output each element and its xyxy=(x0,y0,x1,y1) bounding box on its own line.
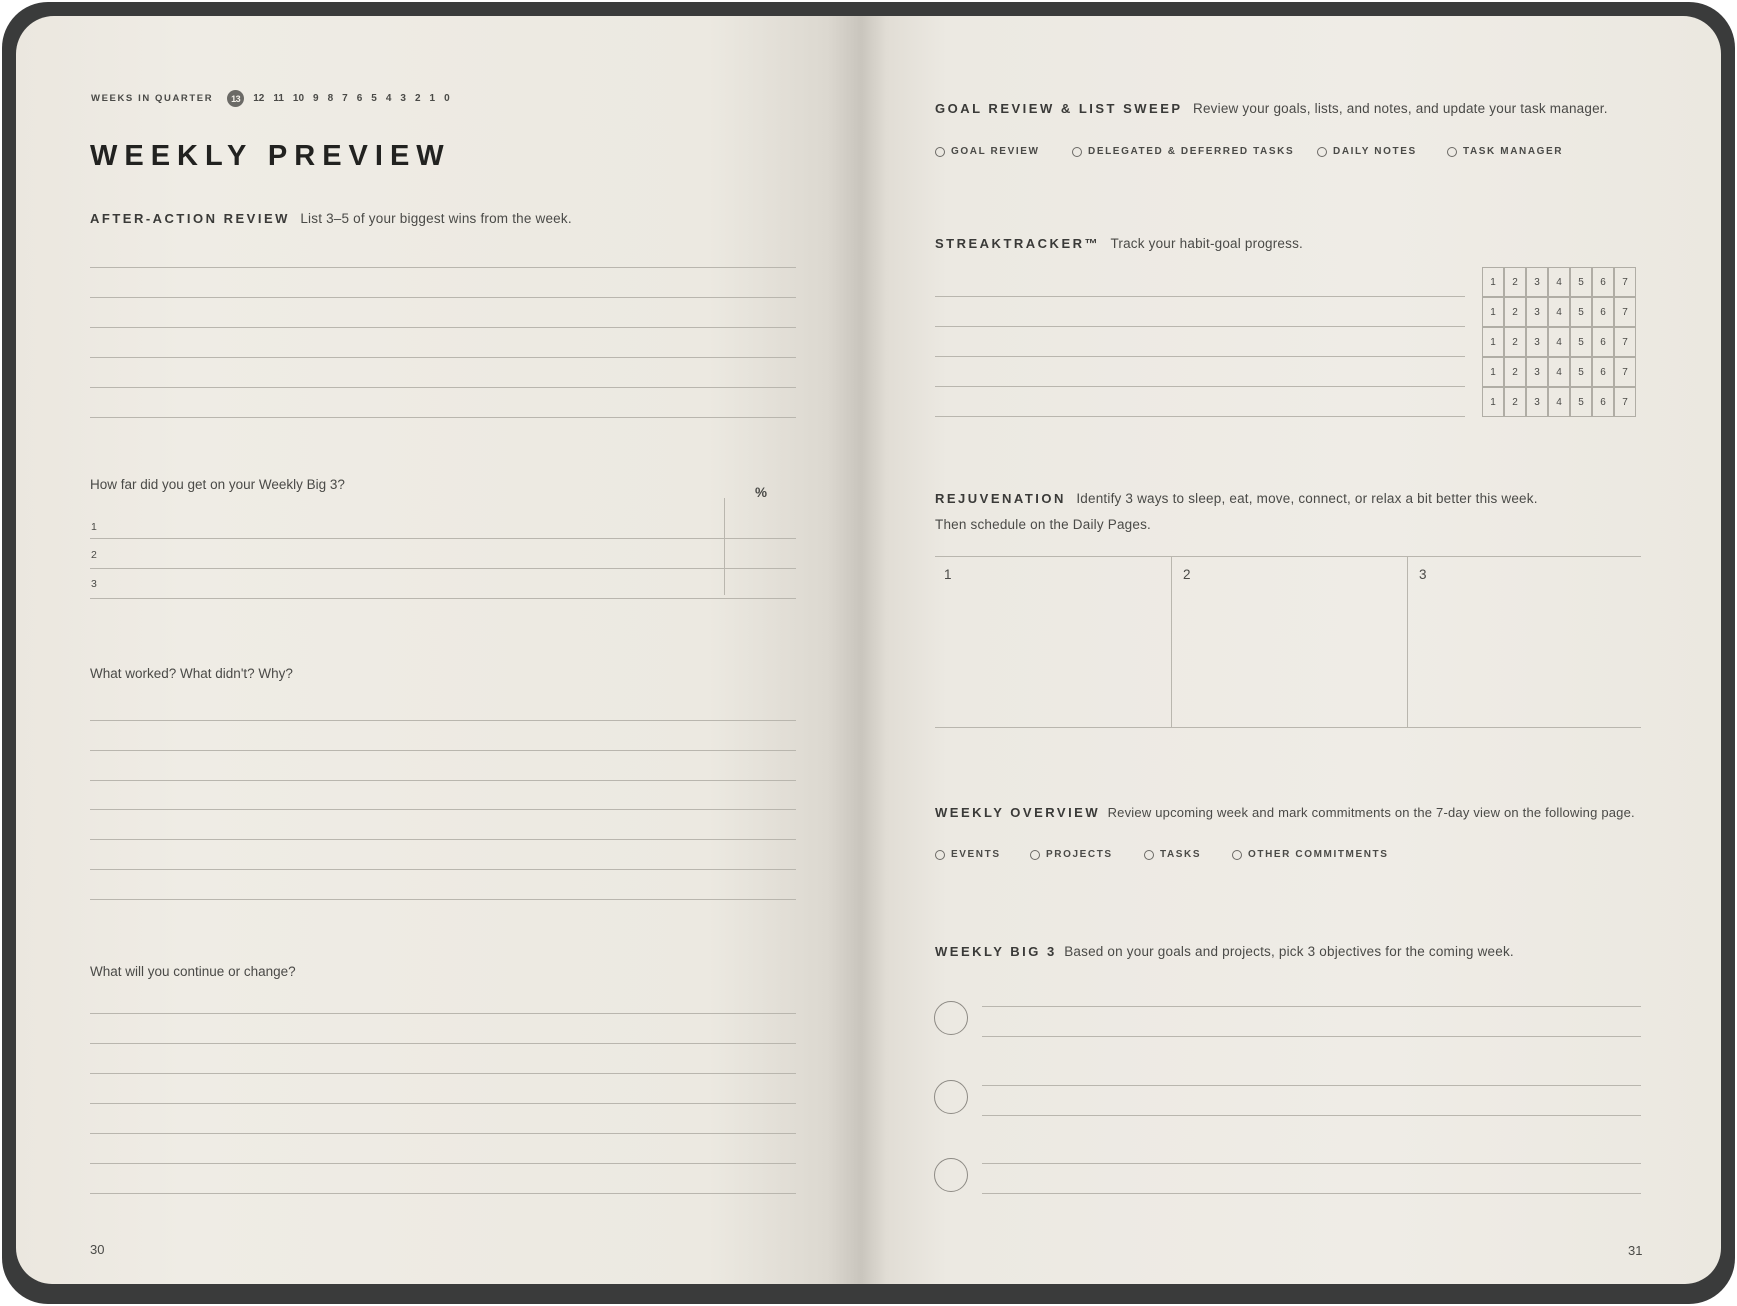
big3-row-number: 2 xyxy=(91,549,97,561)
worked-question: What worked? What didn't? Why? xyxy=(90,666,293,681)
streak-day-cell[interactable]: 6 xyxy=(1592,357,1614,387)
current-week-badge: 13 xyxy=(227,90,244,107)
habit-line[interactable] xyxy=(935,386,1465,387)
week-number: 11 xyxy=(273,93,284,104)
streak-day-cell[interactable]: 4 xyxy=(1548,267,1570,297)
checkbox-circle-icon xyxy=(935,850,945,860)
weekly-big3-title: WEEKLY BIG 3 xyxy=(935,944,1057,959)
streak-grid xyxy=(1482,267,1636,417)
week-number: 0 xyxy=(444,93,450,104)
rejuvenation-heading xyxy=(935,490,1538,508)
writing-line[interactable] xyxy=(90,809,796,810)
weekly-overview-heading xyxy=(935,804,1635,822)
streak-day-cell[interactable]: 1 xyxy=(1482,327,1504,357)
streak-day-cell[interactable]: 5 xyxy=(1570,327,1592,357)
streak-day-cell[interactable]: 1 xyxy=(1482,267,1504,297)
writing-line[interactable] xyxy=(90,899,796,900)
checkbox-circle-icon xyxy=(1072,147,1082,157)
streak-day-cell[interactable]: 4 xyxy=(1548,327,1570,357)
rejuvenation-top-rule xyxy=(935,556,1641,557)
streak-day-cell[interactable]: 3 xyxy=(1526,297,1548,327)
after-action-review-heading xyxy=(90,210,572,228)
rejuvenation-box-1[interactable]: 1 xyxy=(944,567,952,582)
projects-checkbox[interactable]: PROJECTS xyxy=(1030,849,1144,860)
week-number: 2 xyxy=(414,93,421,104)
weekly-big3-desc: Based on your goals and projects, pick 3 objectives for the coming week. xyxy=(1064,944,1514,959)
writing-line[interactable] xyxy=(90,839,796,840)
streak-day-cell[interactable]: 7 xyxy=(1614,387,1636,417)
writing-line[interactable] xyxy=(90,1133,796,1134)
checkbox-circle-icon xyxy=(1232,850,1242,860)
writing-line[interactable] xyxy=(90,1193,796,1194)
rejuvenation-desc2: Then schedule on the Daily Pages. xyxy=(935,517,1151,532)
weekly-overview-title: WEEKLY OVERVIEW xyxy=(935,805,1101,820)
streak-day-cell[interactable]: 3 xyxy=(1526,267,1548,297)
writing-line[interactable] xyxy=(90,869,796,870)
goal-review-desc: Review your goals, lists, and notes, and update your task manager. xyxy=(1193,101,1608,116)
streak-day-cell[interactable]: 6 xyxy=(1592,387,1614,417)
big3-line[interactable] xyxy=(982,1006,1641,1007)
weekly-overview-desc: Review upcoming week and mark commitments on the 7-day view on the following page. xyxy=(1107,805,1635,820)
page-number: 30 xyxy=(90,1242,105,1257)
week-number: 9 xyxy=(313,93,319,104)
big3-checkbox-circle[interactable] xyxy=(934,1001,968,1035)
other-commitments-checkbox[interactable]: OTHER COMMITMENTS xyxy=(1232,849,1389,860)
streak-day-cell[interactable]: 4 xyxy=(1548,297,1570,327)
after-action-title: AFTER-ACTION REVIEW xyxy=(90,211,290,226)
big3-line[interactable] xyxy=(982,1036,1641,1037)
writing-line[interactable] xyxy=(90,720,796,721)
streak-day-cell[interactable]: 6 xyxy=(1592,267,1614,297)
writing-line[interactable] xyxy=(90,417,796,418)
streak-day-cell[interactable]: 3 xyxy=(1526,327,1548,357)
weeks-list xyxy=(227,90,449,107)
page-number: 31 xyxy=(1628,1243,1643,1258)
writing-line[interactable] xyxy=(90,357,796,358)
streak-day-cell[interactable]: 7 xyxy=(1614,357,1636,387)
writing-line[interactable] xyxy=(90,297,796,298)
streak-day-cell[interactable]: 2 xyxy=(1504,357,1526,387)
streak-day-cell[interactable]: 2 xyxy=(1504,297,1526,327)
rejuvenation-box-2[interactable]: 2 xyxy=(1183,567,1191,582)
streak-day-cell[interactable]: 6 xyxy=(1592,327,1614,357)
streaktracker-title: STREAKTRACKER™ xyxy=(935,236,1100,251)
after-action-desc: List 3–5 of your biggest wins from the week. xyxy=(300,211,572,226)
streak-day-cell[interactable]: 4 xyxy=(1548,387,1570,417)
week-number: 1 xyxy=(429,93,436,104)
goal-review-heading xyxy=(935,100,1608,118)
streak-day-cell[interactable]: 2 xyxy=(1504,387,1526,417)
streak-day-cell[interactable]: 5 xyxy=(1570,267,1592,297)
big3-line[interactable] xyxy=(982,1193,1641,1194)
streak-day-cell[interactable]: 6 xyxy=(1592,297,1614,327)
writing-line[interactable] xyxy=(90,1013,796,1014)
writing-line[interactable] xyxy=(90,1043,796,1044)
tasks-checkbox[interactable]: TASKS xyxy=(1144,849,1232,860)
delegated-tasks-checkbox[interactable]: DELEGATED & DEFERRED TASKS xyxy=(1072,146,1317,157)
continue-question: What will you continue or change? xyxy=(90,964,296,979)
checkbox-circle-icon xyxy=(935,147,945,157)
streak-day-cell[interactable]: 3 xyxy=(1526,387,1548,417)
goal-review-checklist xyxy=(935,146,1563,157)
page-title: WEEKLY PREVIEW xyxy=(90,140,451,172)
habit-line[interactable] xyxy=(935,296,1465,297)
habit-line[interactable] xyxy=(935,416,1465,417)
left-page xyxy=(16,16,861,1284)
streak-day-cell[interactable]: 5 xyxy=(1570,357,1592,387)
weekly-big3-heading xyxy=(935,943,1514,961)
checkbox-circle-icon xyxy=(1030,850,1040,860)
big3-row-number: 1 xyxy=(91,521,97,533)
percent-label: % xyxy=(755,485,768,500)
writing-line[interactable] xyxy=(90,780,796,781)
big3-checkbox-circle[interactable] xyxy=(934,1158,968,1192)
rejuvenation-divider xyxy=(1407,556,1408,727)
streak-day-cell[interactable]: 4 xyxy=(1548,357,1570,387)
streak-day-cell[interactable]: 1 xyxy=(1482,357,1504,387)
daily-notes-checkbox[interactable]: DAILY NOTES xyxy=(1317,146,1447,157)
goal-review-checkbox[interactable]: GOAL REVIEW xyxy=(935,146,1072,157)
writing-line[interactable] xyxy=(90,267,796,268)
week-number: 6 xyxy=(356,93,363,104)
writing-line[interactable] xyxy=(90,387,796,388)
streaktracker-heading xyxy=(935,235,1303,253)
week-number: 4 xyxy=(385,93,392,104)
streak-day-cell[interactable]: 7 xyxy=(1614,297,1636,327)
events-checkbox[interactable]: EVENTS xyxy=(935,849,1030,860)
streak-day-cell[interactable]: 7 xyxy=(1614,267,1636,297)
goal-review-title: GOAL REVIEW & LIST SWEEP xyxy=(935,101,1183,116)
big3-row-line[interactable] xyxy=(90,598,796,599)
week-number: 10 xyxy=(292,93,305,104)
big3-question: How far did you get on your Weekly Big 3? xyxy=(90,477,345,492)
week-number: 8 xyxy=(327,93,334,104)
weeks-label: WEEKS IN QUARTER xyxy=(91,93,214,104)
weekly-overview-checklist xyxy=(935,849,1389,860)
weeks-in-quarter xyxy=(91,90,450,107)
big3-line[interactable] xyxy=(982,1163,1641,1164)
week-number: 12 xyxy=(253,93,265,104)
big3-row-line[interactable] xyxy=(90,538,796,539)
big3-row-line[interactable] xyxy=(90,568,796,569)
right-page xyxy=(861,16,1721,1284)
streak-day-cell[interactable]: 5 xyxy=(1570,387,1592,417)
writing-line[interactable] xyxy=(90,1073,796,1074)
week-number: 7 xyxy=(342,93,348,104)
rejuvenation-divider xyxy=(1171,556,1172,727)
habit-line[interactable] xyxy=(935,356,1465,357)
rejuvenation-bottom-rule xyxy=(935,727,1641,728)
streak-day-cell[interactable]: 3 xyxy=(1526,357,1548,387)
week-number: 5 xyxy=(371,93,377,104)
writing-line[interactable] xyxy=(90,1103,796,1104)
big3-row-number: 3 xyxy=(91,578,97,590)
habit-line[interactable] xyxy=(935,326,1465,327)
big3-checkbox-circle[interactable] xyxy=(934,1080,968,1114)
checkbox-circle-icon xyxy=(1317,147,1327,157)
percent-divider xyxy=(724,498,725,595)
streak-day-cell[interactable]: 5 xyxy=(1570,297,1592,327)
rejuvenation-box-3[interactable]: 3 xyxy=(1419,567,1427,582)
big3-line[interactable] xyxy=(982,1085,1641,1086)
streak-day-cell[interactable]: 1 xyxy=(1482,297,1504,327)
rejuvenation-desc: Identify 3 ways to sleep, eat, move, connect, or relax a bit better this week. xyxy=(1076,491,1538,506)
streaktracker-desc: Track your habit-goal progress. xyxy=(1110,236,1303,251)
writing-line[interactable] xyxy=(90,327,796,328)
writing-line[interactable] xyxy=(90,1163,796,1164)
streak-day-cell[interactable]: 2 xyxy=(1504,267,1526,297)
big3-line[interactable] xyxy=(982,1115,1641,1116)
rejuvenation-title: REJUVENATION xyxy=(935,491,1066,506)
streak-day-cell[interactable]: 7 xyxy=(1614,327,1636,357)
writing-line[interactable] xyxy=(90,750,796,751)
streak-day-cell[interactable]: 2 xyxy=(1504,327,1526,357)
task-manager-checkbox[interactable]: TASK MANAGER xyxy=(1447,146,1563,157)
streak-day-cell[interactable]: 1 xyxy=(1482,387,1504,417)
checkbox-circle-icon xyxy=(1144,850,1154,860)
checkbox-circle-icon xyxy=(1447,147,1457,157)
week-number: 3 xyxy=(400,93,406,104)
